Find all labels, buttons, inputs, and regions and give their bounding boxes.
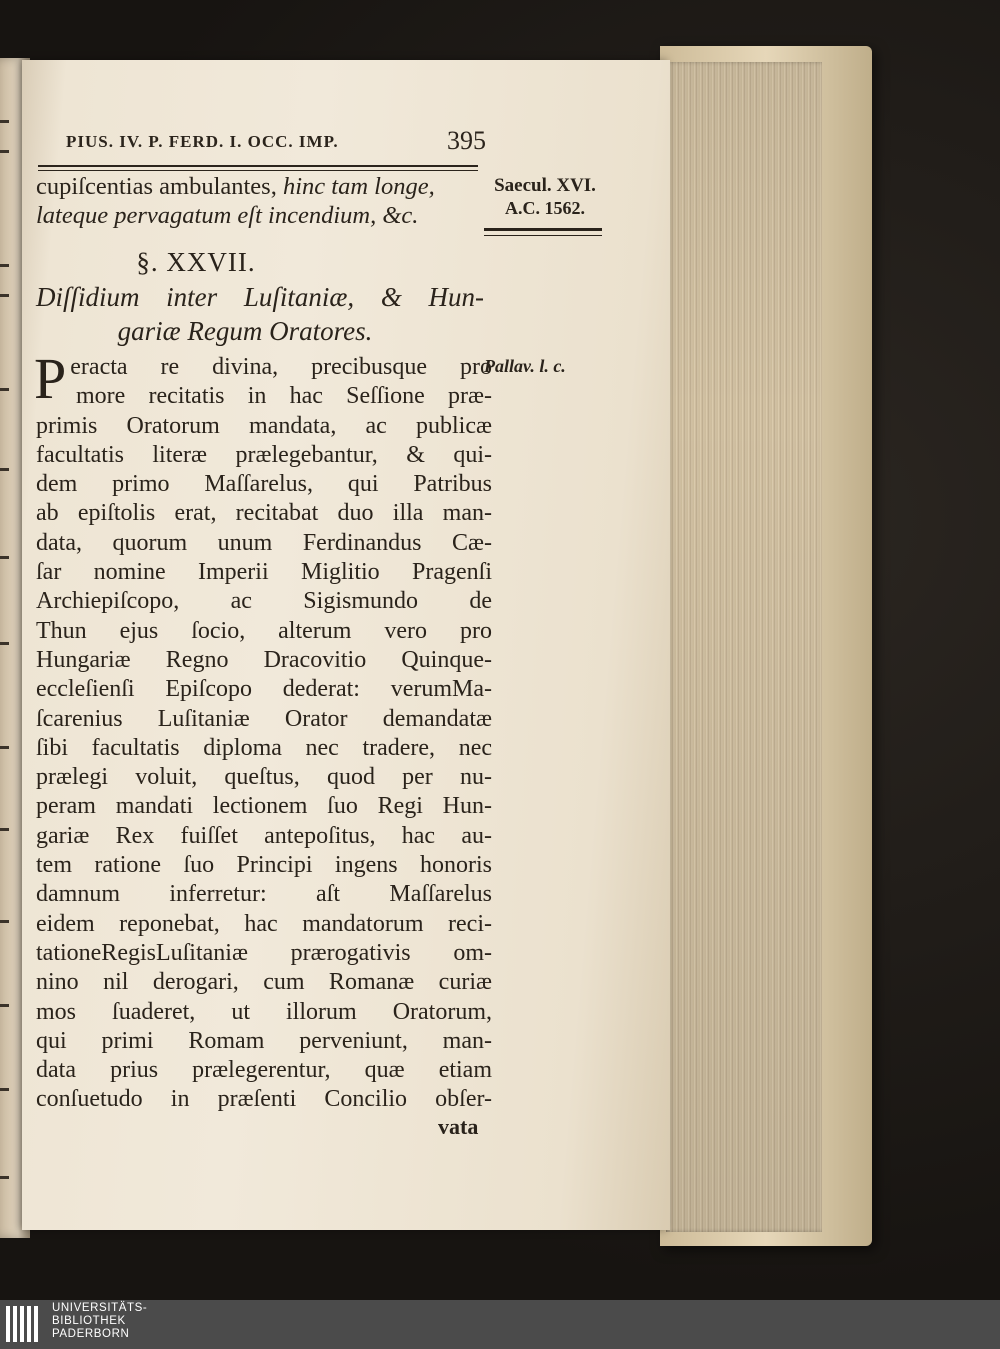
body-line: mos ſuaderet, ut illorum Oratorum, (36, 998, 492, 1025)
margin-saeculum: Saecul. XVI. (494, 175, 596, 196)
body-text (34, 346, 492, 1115)
running-title: PIUS. IV. P. FERD. I. OCC. IMP. (66, 132, 339, 151)
logo-line: BIBLIOTHEK (52, 1315, 126, 1327)
intro-text (36, 172, 496, 230)
library-logo-icon (6, 1306, 40, 1342)
intro-line (36, 172, 482, 201)
intro-line-italic: lateque pervagatum eſt incendium, &c. (36, 202, 419, 229)
body-line: peram mandati lectionem ſuo Regi Hun- (36, 793, 492, 820)
body-line: ſcarenius Luſitaniæ Orator demandatæ (36, 705, 492, 732)
section-title (36, 280, 484, 348)
body-line: Archiepiſcopo, ac Sigismundo de (36, 588, 492, 615)
body-line: dem primo Maſſarelus, qui Patribus (36, 471, 492, 498)
section-title-line: gariæ Regum Oratores. (117, 316, 373, 346)
footer-bar (0, 1300, 1000, 1349)
body-line: nino nil derogari, cum Romanæ curiæ (36, 969, 492, 996)
body-line: ſar nomine Imperii Miglitio Pragenſi (36, 559, 492, 586)
body-line: data prius prælegerentur, quæ etiam (36, 1057, 492, 1084)
body-line: tationeRegisLuſitaniæ prærogativis om- (36, 939, 492, 966)
body-line: eracta re divina, precibusque pro (70, 354, 492, 380)
margin-note-date (480, 175, 610, 219)
intro-line-plain: cupiſcentias ambulantes, (36, 173, 283, 200)
body-line: prælegi voluit, queſtus, quod per nu- (36, 764, 492, 791)
intro-line (36, 201, 496, 230)
margin-anno: A.C. 1562. (505, 198, 585, 218)
margin-rule (484, 228, 602, 236)
body-line: facultatis literæ prælegebantur, & qui- (36, 441, 492, 468)
body-line: gariæ Rex fuiſſet antepoſitus, hac au- (36, 822, 492, 849)
body-line: tem ratione ſuo Principi ingens honoris (36, 852, 492, 879)
body-line: conſuetudo in præſenti Concilio obſer- (36, 1086, 492, 1113)
body-line: Thun ejus ſocio, alterum vero pro (36, 617, 492, 644)
margin-reference: Pallav. l. c. (484, 356, 566, 376)
intro-line-italic: hinc tam longe, (282, 173, 435, 200)
body-line: ab epiſtolis erat, recitabat duo illa man- (36, 500, 492, 527)
body-line: primis Oratorum mandata, ac publicæ (36, 412, 492, 439)
facing-page-text-fragments (0, 58, 12, 1238)
body-line: damnum inferretur: aſt Maſſarelus (36, 881, 492, 908)
running-header (66, 126, 486, 160)
page-number: 395 (447, 126, 486, 155)
logo-line: UNIVERSITÄTS- (52, 1302, 148, 1314)
header-rule (38, 165, 478, 171)
catchword: vata (438, 1114, 479, 1139)
body-line: Hungariæ Regno Dracovitio Quinque- (36, 646, 492, 673)
body-line: data, quorum unum Ferdinandus Cæ- (36, 529, 492, 556)
body-line: eidem reponebat, hac mandatorum reci- (36, 910, 492, 937)
logo-line: PADERBORN (52, 1328, 130, 1340)
body-line: eccleſienſi Epiſcopo dederat: verumMa- (36, 676, 492, 703)
library-logo-text (52, 1302, 147, 1341)
page-block-shade (666, 62, 822, 1232)
section-title-line: Diſſidium inter Luſitaniæ, & Hun- (36, 282, 484, 312)
drop-capital: P (34, 346, 67, 411)
body-line: qui primi Romam perveniunt, man- (36, 1027, 492, 1054)
section-number: §. XXVII. (136, 247, 256, 277)
body-line: ſibi facultatis diploma nec tradere, nec (36, 734, 492, 761)
body-line: more recitatis in hac Seſſione præ- (76, 383, 492, 410)
